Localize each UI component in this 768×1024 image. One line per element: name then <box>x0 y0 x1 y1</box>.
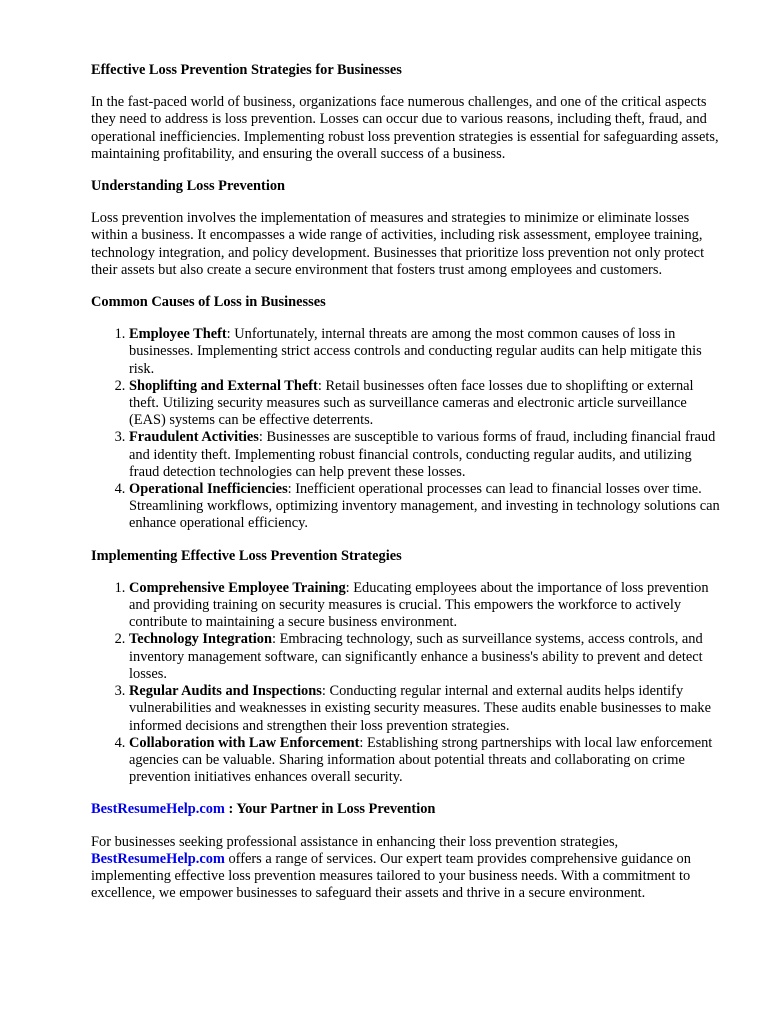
list-item-text: : Inefficient operational processes can lead to financial losses over time. Streamlining workflows, optimizing inventory management, and investing in technology solutions can enhance operational efficiency. <box>129 481 720 532</box>
partner-text-rest: offers a range of services. Our expert team provides comprehensive guidance on implementing effective loss prevention measures tailored to your business needs. With a commitment to excellence, we empower businesses to safeguard their assets and thrive in a secure environment. <box>91 850 691 902</box>
understanding-paragraph: Loss prevention involves the implementation of measures and strategies to minimize or eliminate losses within a business. It encompasses a wide range of activities, including risk assessment, employee training, technology integration, and policy development. Businesses that prioritize loss prevention not only protect their assets but also create a secure environment that fosters trust among employees and customers. <box>91 210 705 278</box>
section-heading-understanding: Understanding Loss Prevention <box>91 178 286 195</box>
list-item-term: Collaboration with Law Enforcement <box>129 734 360 751</box>
section-heading-partner <box>91 801 721 818</box>
list-item-text: : Establishing strong partnerships with local law enforcement agencies can be valuable. Sharing information about potential threats and collaborating on crime prevention initiatives enhances overall security. <box>129 734 713 786</box>
list-item <box>129 580 721 632</box>
list-item-text: : Educating employees about the importance of loss prevention and providing training on security measures is crucial. This empowers the workforce to actively contribute to maintaining a secure business environment. <box>129 579 709 631</box>
list-item <box>129 481 721 533</box>
list-item <box>129 326 721 378</box>
document-title: Effective Loss Prevention Strategies for Businesses <box>91 62 402 78</box>
causes-list <box>91 326 721 532</box>
section-heading-strategies: Implementing Effective Loss Prevention Strategies <box>91 547 402 564</box>
list-item-text: : Businesses are susceptible to various forms of fraud, including financial fraud and identity theft. Implementing robust financial controls, conducting regular audits, and utilizing fraud detection technologies can help prevent these losses. <box>129 429 716 480</box>
list-item-term: Shoplifting and External Theft <box>129 377 318 394</box>
list-item-term: Regular Audits and Inspections <box>129 683 322 700</box>
list-item-text: : Unfortunately, internal threats are among the most common causes of loss in businesses. Implementing strict access controls and conducting regular audits can help mitigate this risk. <box>129 326 702 377</box>
list-item-term: Comprehensive Employee Training <box>129 579 346 596</box>
heading-rest: : Your Partner in Loss Prevention <box>224 801 436 818</box>
intro-paragraph: In the fast-paced world of business, organizations face numerous challenges, and one of the critical aspects they need to address is loss prevention. Losses can occur due to various reasons, including theft, fraud, and operational inefficiencies. Implementing robust loss prevention strategies is essential for safeguarding assets, maintaining profitability, and ensuring the overall success of a business. <box>91 94 719 162</box>
document-page <box>91 62 721 917</box>
partner-text-start: For businesses seeking professional assistance in enhancing their loss prevention strategies, <box>91 833 619 850</box>
list-item <box>129 631 721 683</box>
body-link[interactable]: BestResumeHelp.com <box>91 850 225 867</box>
list-item-term: Fraudulent Activities <box>129 429 259 446</box>
strategies-list <box>91 580 721 786</box>
list-item <box>129 683 721 735</box>
heading-link[interactable]: BestResumeHelp.com <box>91 801 225 818</box>
list-item-term: Employee Theft <box>129 326 227 343</box>
list-item-text: : Embracing technology, such as surveillance systems, access controls, and inventory management software, can significantly enhance a business's ability to prevent and detect losses. <box>129 631 703 682</box>
list-item-term: Operational Inefficiencies <box>129 481 288 498</box>
list-item-text: : Conducting regular internal and external audits helps identify vulnerabilities and weaknesses in existing security measures. These audits enable businesses to make informed decisions and strengthen their loss prevention strategies. <box>129 683 712 734</box>
list-item <box>129 735 721 787</box>
list-item-text: : Retail businesses often face losses due to shoplifting or external theft. Utilizing security measures such as surveillance cameras and electronic article surveillance (EAS) systems can be effective deterrents. <box>129 377 694 429</box>
section-heading-causes: Common Causes of Loss in Businesses <box>91 294 326 311</box>
partner-paragraph <box>91 834 721 903</box>
list-item <box>129 429 721 481</box>
list-item-term: Technology Integration <box>129 631 272 648</box>
list-item <box>129 378 721 430</box>
